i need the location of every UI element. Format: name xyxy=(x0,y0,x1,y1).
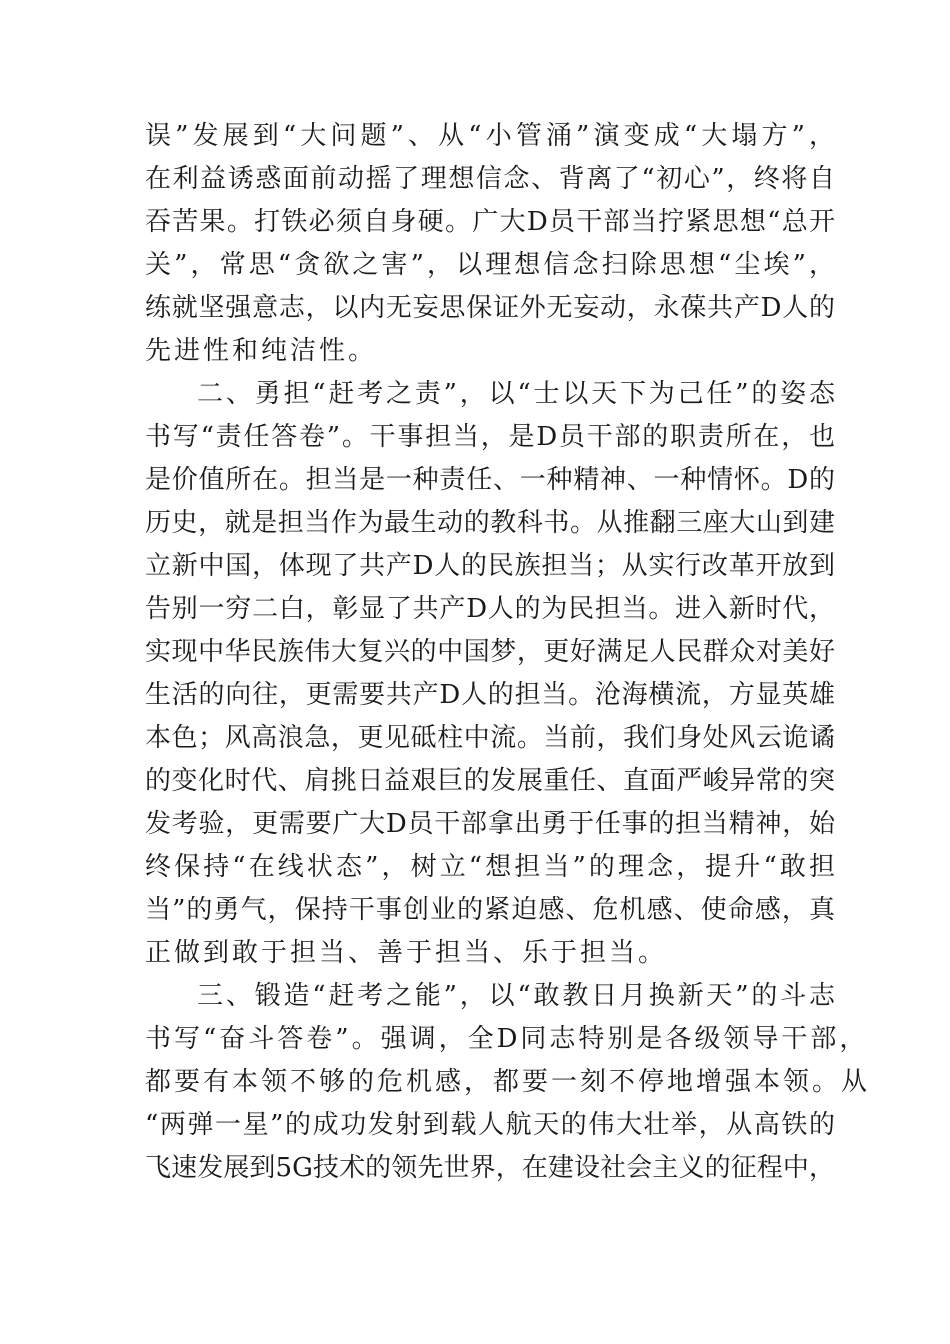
text-line: 误”发展到“大问题”、从“小管涌”演变成“大塌方”， xyxy=(145,121,835,151)
text-line: 是价值所在。担当是一种责任、一种精神、一种情怀。D的 xyxy=(145,465,835,495)
text-line: 正做到敢于担当、善于担当、乐于担当。 xyxy=(145,938,668,968)
text-line: 关”，常思“贪欲之害”，以理想信念扫除思想“尘埃”， xyxy=(145,250,835,280)
text-line: 书写“奋斗答卷”。强调，全D同志特别是各级领导干部， xyxy=(145,1024,869,1054)
text-line: 吞苦果。打铁必须自身硬。广大D员干部当拧紧思想“总开 xyxy=(145,207,835,237)
text-line: 的变化时代、肩挑日益艰巨的发展重任、直面严峻异常的突 xyxy=(145,766,835,796)
text-line: 飞速发展到5G技术的领先世界，在建设社会主义的征程中， xyxy=(145,1153,835,1183)
text-line: 实现中华民族伟大复兴的中国梦，更好满足人民群众对美好 xyxy=(145,637,835,667)
text-line: 本色；风高浪急，更见砥柱中流。当前，我们身处风云诡谲 xyxy=(145,723,835,753)
text-line: 在利益诱惑面前动摇了理想信念、背离了“初心”，终将自 xyxy=(145,164,835,194)
paragraph-first-line: 三、锻造“赶考之能”，以“敢教日月换新天”的斗志 xyxy=(197,981,835,1011)
text-line: 历史，就是担当作为最生动的教科书。从推翻三座大山到建 xyxy=(145,508,835,538)
text-line: 先进性和纯洁性。 xyxy=(145,336,378,366)
text-line: 书写“责任答卷”。干事担当，是D员干部的职责所在，也 xyxy=(145,422,835,452)
text-line: 告别一穷二白，彰显了共产D人的为民担当。进入新时代， xyxy=(145,594,835,624)
paragraph-first-line: 二、勇担“赶考之责”，以“士以天下为己任”的姿态 xyxy=(197,379,835,409)
text-line: 发考验，更需要广大D员干部拿出勇于任事的担当精神，始 xyxy=(145,809,835,839)
text-line: 立新中国，体现了共产D人的民族担当；从实行改革开放到 xyxy=(145,551,835,581)
text-line: 当”的勇气，保持干事创业的紧迫感、危机感、使命感，真 xyxy=(145,895,835,925)
text-line: 生活的向往，更需要共产D人的担当。沧海横流，方显英雄 xyxy=(145,680,835,710)
text-line: 终保持“在线状态”，树立“想担当”的理念，提升“敢担 xyxy=(145,852,835,882)
text-line: “两弹一星”的成功发射到载人航天的伟大壮举，从高铁的 xyxy=(145,1110,835,1140)
text-line: 都要有本领不够的危机感，都要一刻不停地增强本领。从 xyxy=(145,1067,871,1097)
text-line: 练就坚强意志，以内无妄思保证外无妄动，永葆共产D人的 xyxy=(145,293,835,323)
